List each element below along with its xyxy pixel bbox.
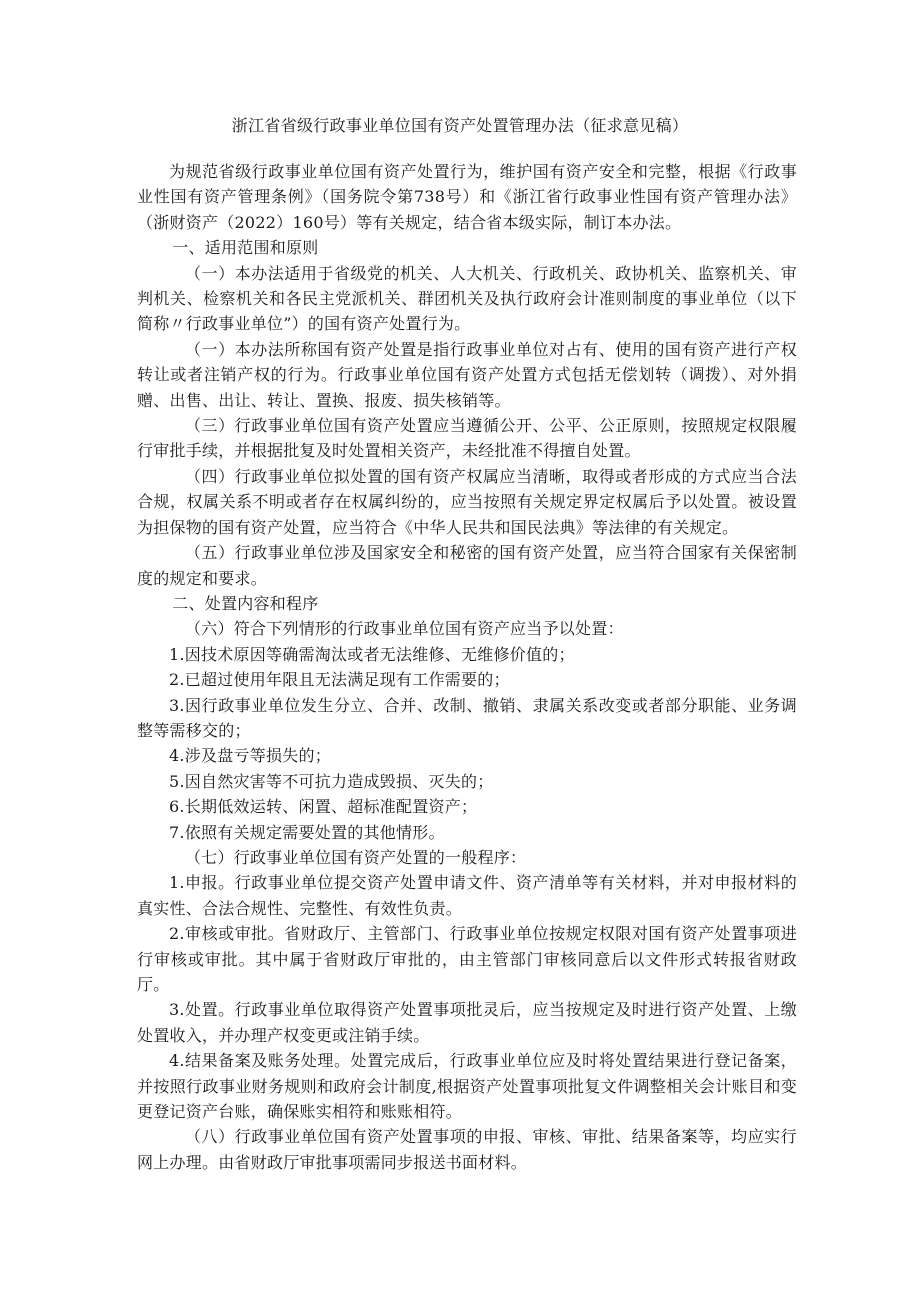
clause-6: （六）符合下列情形的行政事业单位国有资产应当予以处置： xyxy=(185,619,624,639)
list-item: 1.因技术原因等确需淘汰或者无法维修、无维修价值的； xyxy=(169,644,575,664)
procedure-step: 1.申报。行政事业单位提交资产处置申请文件、资产清单等有关材料，并对申报材料的真实性、合法合规性、完整性、有效性负责。 xyxy=(137,873,797,918)
list-item: 2.已超过使用年限且无法满足现有工作需要的； xyxy=(169,670,510,690)
section-heading-procedure: 二、处置内容和程序 xyxy=(172,593,319,613)
procedure-step: 4.结果备案及账务处理。处置完成后，行政事业单位应及时将处置结果进行登记备案，并按照行政事业财务规则和政府会计制度,根据资产处置事项批复文件调整相关会计账目和变更登记资产台账，确保账实相符和账账相符。 xyxy=(137,1051,797,1122)
clause-2: （一）本办法所称国有资产处置是指行政事业单位对占有、使用的国有资产进行产权转让或者注销产权的行为。行政事业单位国有资产处置方式包括无偿划转（调拨）、对外捐赠、出售、出让、转让、置换、报废、损失核销等。 xyxy=(137,339,797,410)
clause-8: （八）行政事业单位国有资产处置事项的申报、审核、审批、结果备案等，均应实行网上办理。由省财政厅审批事项需同步报送书面材料。 xyxy=(137,1127,797,1172)
section-heading-scope: 一、适用范围和原则 xyxy=(172,238,319,258)
list-item: 6.长期低效运转、闲置、超标准配置资产； xyxy=(169,797,478,817)
clause-5: （五）行政事业单位涉及国家安全和秘密的国有资产处置，应当符合国家有关保密制度的规定和要求。 xyxy=(137,543,797,588)
list-item: 4.涉及盘亏等损失的； xyxy=(169,746,332,766)
procedure-step: 3.处置。行政事业单位取得资产处置事项批灵后，应当按规定及时进行资产处置、上缴处置收入，并办理产权变更或注销手续。 xyxy=(137,1000,797,1045)
clause-3: （三）行政事业单位国有资产处置应当遵循公开、公平、公正原则，按照规定权限履行审批手续，并根据批复及时处置相关资产，未经批准不得擅自处置。 xyxy=(137,416,797,461)
document-body xyxy=(137,159,797,1175)
clause-1: （一）本办法适用于省级党的机关、人大机关、行政机关、政协机关、监察机关、审判机关、检察机关和各民主党派机关、群团机关及执行政府会计准则制度的事业单位（以下简称〃行政事业单位”）的国有资产处置行为。 xyxy=(137,263,797,334)
procedure-step: 2.审核或审批。省财政厅、主管部门、行政事业单位按规定权限对国有资产处置事项进行审核或审批。其中属于省财政厅审批的，由主管部门审核同意后以文件形式转报省财政厅。 xyxy=(137,924,797,994)
clause-4: （四）行政事业单位拟处置的国有资产权属应当清晰，取得或者形成的方式应当合法合规，权属关系不明或者存在权属纠纷的，应当按照有关规定界定权属后予以处置。被设置为担保物的国有资产处置，应当符合《中华人民共和国民法典》等法律的有关规定。 xyxy=(137,466,797,537)
document-title: 浙江省省级行政事业单位国有资产处置管理办法（征求意见稿） xyxy=(231,116,689,135)
clause-7: （七）行政事业单位国有资产处置的一般程序： xyxy=(185,847,527,867)
list-item: 5.因自然灾害等不可抗力造成毁损、灭失的； xyxy=(169,771,494,791)
intro-paragraph: 为规范省级行政事业单位国有资产处置行为，维护国有资产安全和完整，根据《行政事业性国有资产管理条例》（国务院令第738号）和《浙江省行政事业性国有资产管理办法》（浙财资产（2022）160号）等有关规定，结合省本级实际，制订本办法。 xyxy=(137,162,797,232)
list-item: 7.依照有关规定需要处置的其他情形。 xyxy=(169,822,445,842)
list-item: 3.因行政事业单位发生分立、合并、改制、撤销、隶属关系改变或者部分职能、业务调整等需移交的； xyxy=(137,695,797,740)
